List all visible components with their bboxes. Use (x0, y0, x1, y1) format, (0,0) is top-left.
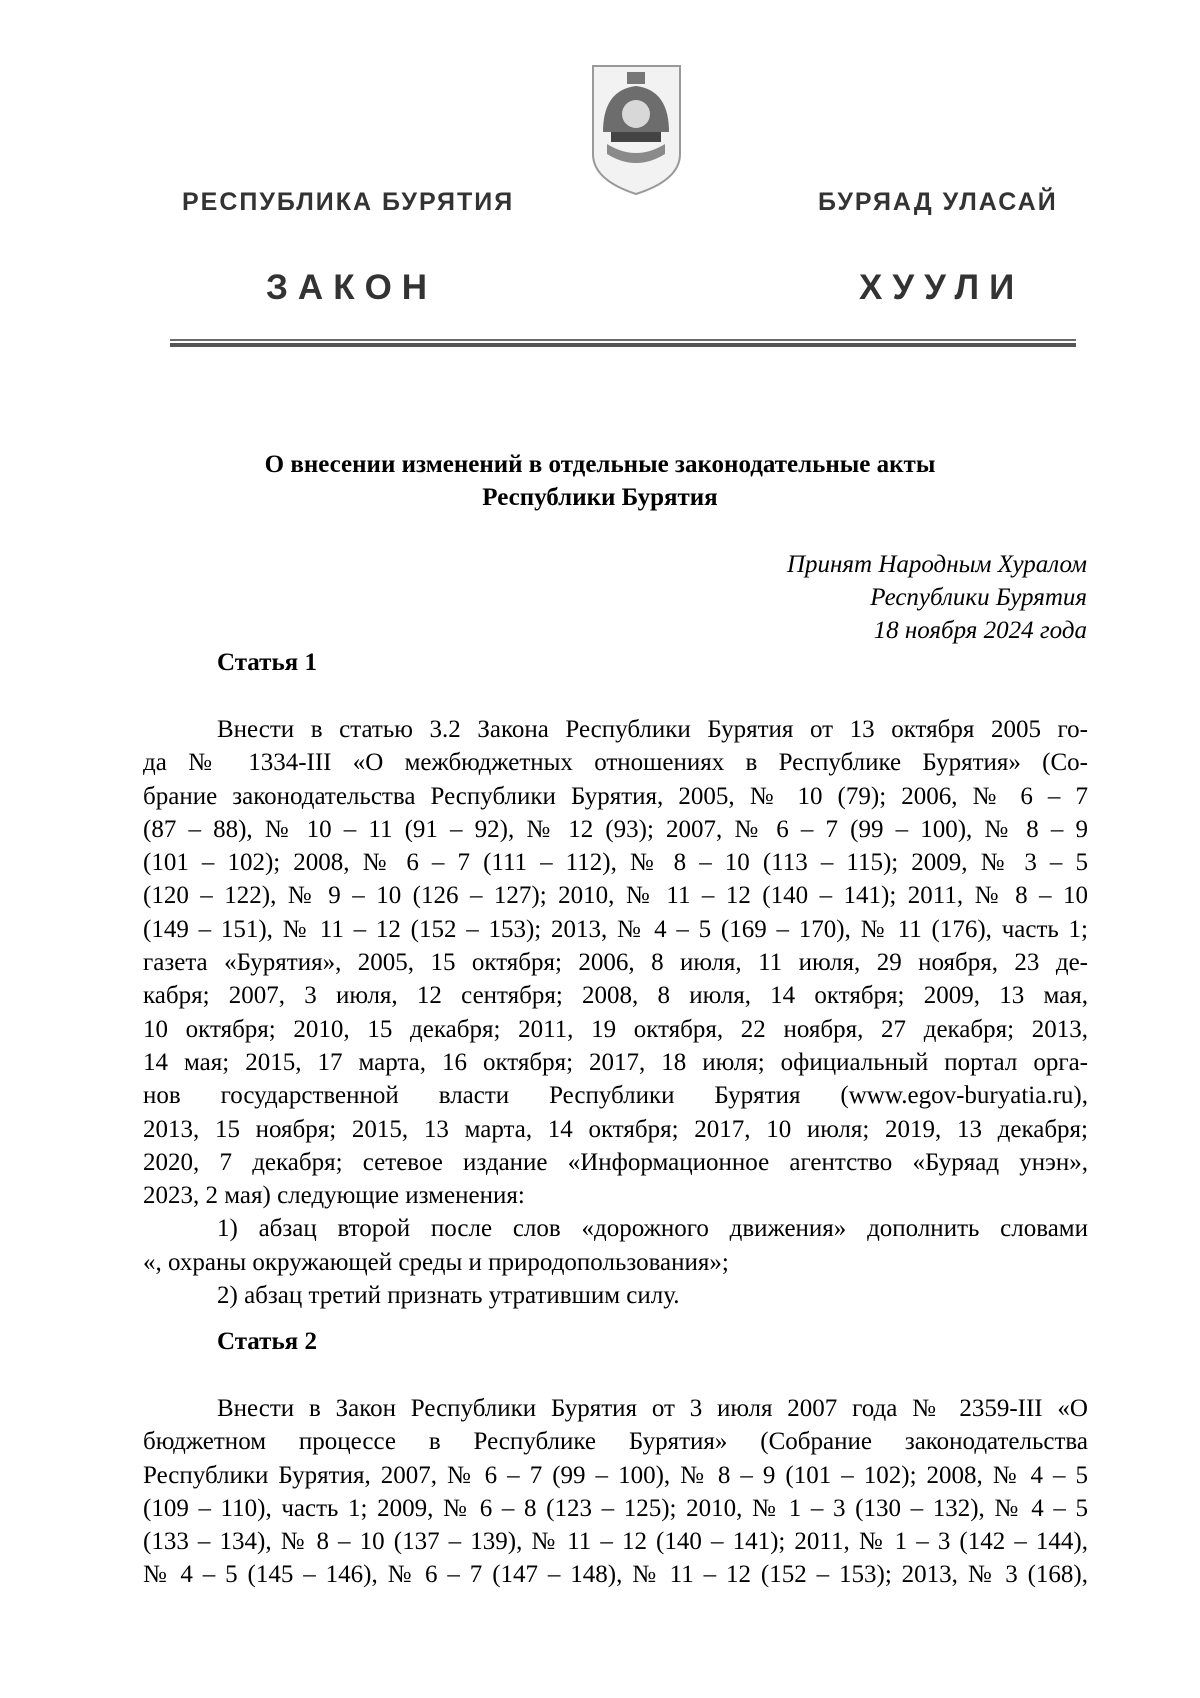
article-1-line: (120 – 122), № 9 – 10 (126 – 127); 2010, № 11 – 12 (140 – 141); 2011, № 8 – 10 (143, 882, 1088, 910)
header-divider-thin (170, 339, 1076, 341)
article-2-line: (109 – 110), часть 1; 2009, № 6 – 8 (123 – 125); 2010, № 1 – 3 (130 – 132), № 4 – 5 (143, 1494, 1088, 1522)
article-1-line: 14 мая; 2015, 17 марта, 16 октября; 2017, 18 июля; официальный портал орга- (143, 1048, 1088, 1076)
article-2-line: № 4 – 5 (145 – 146), № 6 – 7 (147 – 148), № 11 – 12 (152 – 153); 2013, № 3 (168), (143, 1561, 1088, 1589)
adoption-line-2: Республики Бурятия (870, 584, 1087, 611)
article-1-line: кабря; 2007, 3 июля, 12 сентября; 2008, 8 июля, 14 октября; 2009, 13 мая, (143, 982, 1088, 1010)
article-1-line: «, охраны окружающей среды и природопользования»; (143, 1248, 729, 1276)
law-title (150, 448, 1050, 514)
law-title-line-1: О внесении изменений в отдельные законодательные акты (264, 451, 936, 478)
article-1-line: (149 – 151), № 11 – 12 (152 – 153); 2013, № 4 – 5 (169 – 170), № 11 (176), часть 1; (143, 915, 1088, 943)
adoption-date: 18 ноября 2024 года (873, 617, 1087, 644)
article-2-line: Внести в Закон Республики Бурятия от 3 июля 2007 года № 2359-III «О (217, 1395, 1088, 1422)
header-divider-thick (170, 343, 1076, 347)
article-2-line: Республики Бурятия, 2007, № 6 – 7 (99 – 100), № 8 – 9 (101 – 102); 2008, № 4 – 5 (143, 1461, 1088, 1489)
article-1-line: 2013, 15 ноября; 2015, 13 марта, 14 октября; 2017, 10 июля; 2019, 13 декабря; (143, 1115, 1088, 1143)
article-1-body (143, 713, 1088, 1312)
article-1-line: 2023, 2 мая) следующие изменения: (143, 1182, 525, 1210)
article-1-line: да № 1334-III «О межбюджетных отношениях в Республике Бурятия» (Со- (143, 749, 1088, 777)
article-2-body (143, 1392, 1088, 1592)
article-2-line: бюджетном процессе в Республике Бурятия» (Собрание законодательства (143, 1428, 1088, 1456)
article-1-line: брание законодательства Республики Бурятия, 2005, № 10 (79); 2006, № 6 – 7 (143, 782, 1088, 810)
article-1-item-1: 1) абзац второй после слов «дорожного движения» дополнить словами (217, 1215, 1088, 1243)
law-title-line-2: Республики Бурятия (482, 484, 718, 511)
article-1-line: нов государственной власти Республики Бурятия (www.egov-buryatia.ru), (143, 1082, 1088, 1110)
article-1-line: (87 – 88), № 10 – 11 (91 – 92), № 12 (93); 2007, № 6 – 7 (99 – 100), № 8 – 9 (143, 815, 1088, 843)
adoption-line-1: Принят Народным Хуралом (786, 551, 1087, 578)
header-republic-bua: БУРЯАД УЛАСАЙ (818, 188, 1058, 216)
article-1-line: (101 – 102); 2008, № 6 – 7 (111 – 112), № 8 – 10 (113 – 115); 2009, № 3 – 5 (143, 849, 1088, 877)
header-law-bua: ХУУЛИ (859, 268, 1025, 307)
article-1-line: газета «Бурятия», 2005, 15 октября; 2006, 8 июля, 11 июля, 29 ноября, 23 де- (143, 949, 1088, 977)
adoption-note (787, 548, 1087, 647)
article-1-heading: Статья 1 (217, 649, 317, 676)
article-1-item-2: 2) абзац третий признать утратившим силу. (217, 1282, 680, 1310)
article-1-line: 10 октября; 2010, 15 декабря; 2011, 19 октября, 22 ноября, 27 декабря; 2013, (143, 1015, 1088, 1043)
header-law-ru: ЗАКОН (266, 268, 438, 307)
article-1-line: 2020, 7 декабря; сетевое издание «Информационное агентство «Буряад унэн», (143, 1148, 1088, 1176)
header-republic-ru: РЕСПУБЛИКА БУРЯТИЯ (182, 188, 515, 216)
article-2-heading: Статья 2 (217, 1328, 317, 1355)
article-2-line: (133 – 134), № 8 – 10 (137 – 139), № 11 – 12 (140 – 141); 2011, № 1 – 3 (142 – 144), (143, 1528, 1088, 1556)
article-1-line: Внести в статью 3.2 Закона Республики Бурятия от 13 октября 2005 го- (217, 716, 1088, 743)
coat-of-arms-icon (589, 62, 684, 198)
